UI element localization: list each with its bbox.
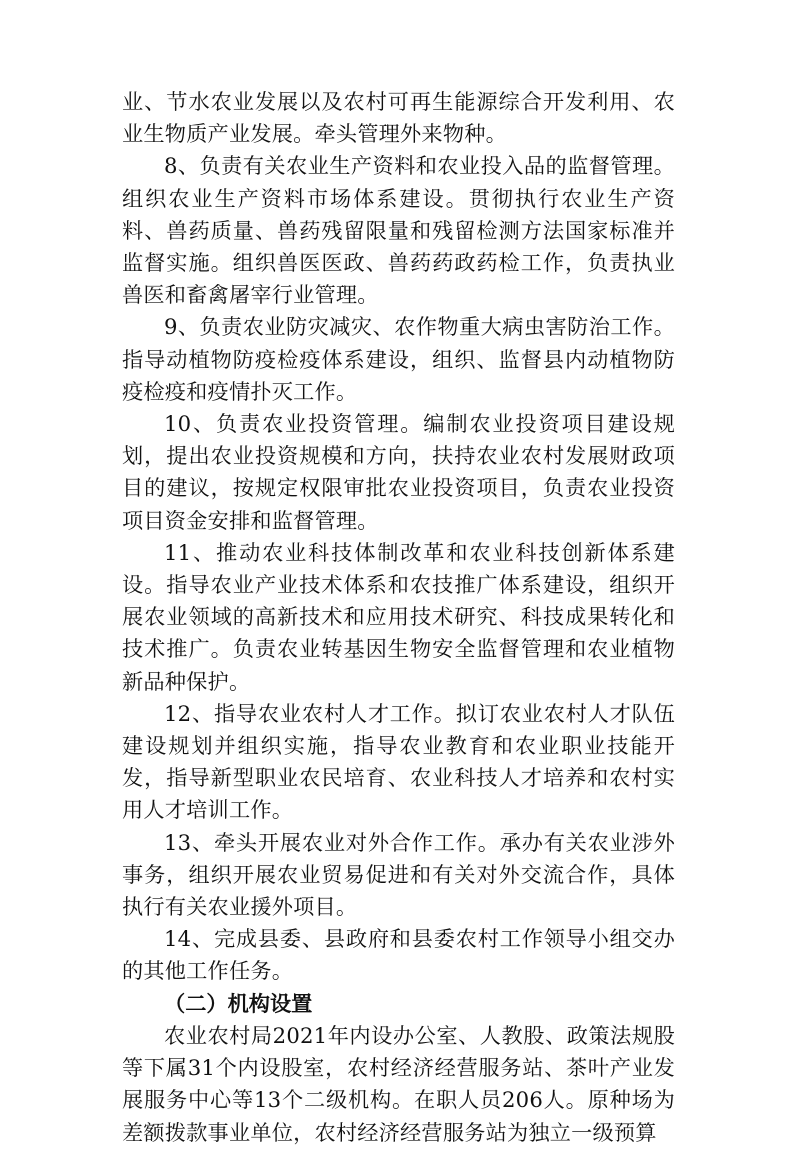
paragraph-item-8: 8、负责有关农业生产资料和农业投入品的监督管理。组织农业生产资料市场体系建设。贯彻执行农业生产资料、兽药质量、兽药残留限量和残留检测方法国家标准并监督实施。组织兽医医政、兽药药政药检工作，负责执业兽医和畜禽屠宰行业管理。	[122, 153, 675, 308]
paragraph-item-13: 13、牵头开展农业对外合作工作。承办有关农业涉外事务，组织开展农业贸易促进和有关对外交流合作，具体执行有关农业援外项目。	[122, 829, 675, 920]
section-heading: （二）机构设置	[164, 990, 313, 1016]
paragraph-item-12: 12、指导农业农村人才工作。拟订农业农村人才队伍建设规划并组织实施，指导农业教育和农业职业技能开发，指导新型职业农民培育、农业科技人才培养和农村实用人才培训工作。	[122, 700, 675, 823]
paragraph-continuation: 业、节水农业发展以及农村可再生能源综合开发利用、农业生物质产业发展。牵头管理外来物种。	[122, 89, 675, 147]
paragraph-item-11: 11、推动农业科技体制改革和农业科技创新体系建设。指导农业产业技术体系和农技推广体系建设，组织开展农业领域的高新技术和应用技术研究、科技成果转化和技术推广。负责农业转基因生物安全监督管理和农业植物新品种保护。	[122, 539, 675, 694]
paragraph-item-9: 9、负责农业防灾减灾、农作物重大病虫害防治工作。指导动植物防疫检疫体系建设，组织、监督县内动植物防疫检疫和疫情扑灭工作。	[122, 314, 675, 404]
paragraph-item-10: 10、负责农业投资管理。编制农业投资项目建设规划，提出农业投资规模和方向，扶持农业农村发展财政项目的建议，按规定权限审批农业投资项目，负责农业投资项目资金安排和监督管理。	[122, 411, 675, 533]
section-paragraph: 农业农村局2021年内设办公室、人教股、政策法规股等下属31个内设股室，农村经济经营服务站、茶叶产业发展服务中心等13个二级机构。在职人员206人。原种场为差额拨款事业单位，农村经济经营服务站为独立一级预算	[122, 1022, 675, 1145]
document-body	[122, 86, 675, 1149]
paragraph-item-14: 14、完成县委、县政府和县委农村工作领导小组交办的其他工作任务。	[122, 926, 675, 984]
